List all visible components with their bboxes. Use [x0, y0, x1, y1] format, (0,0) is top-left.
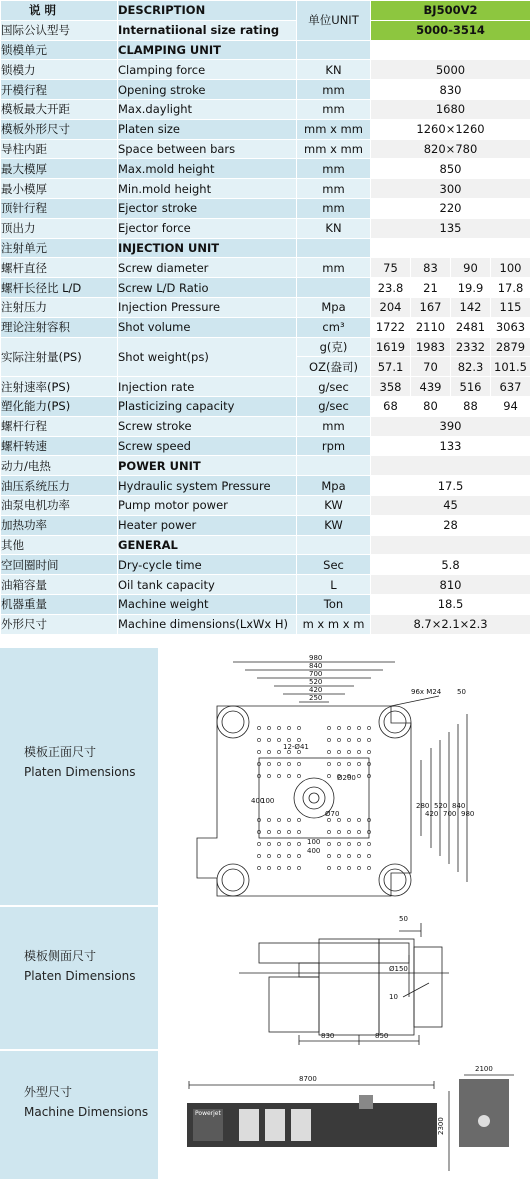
- spec-cn: 油箱容量: [1, 575, 118, 595]
- platen-side-panel: [0, 907, 530, 1049]
- spec-row: [1, 139, 530, 159]
- spec-en: Dry-cycle time: [118, 555, 297, 575]
- spec-unit: KW: [297, 495, 371, 515]
- machine-svg: [159, 1051, 530, 1179]
- spec-unit: mm x mm: [297, 139, 371, 159]
- spec-value: 1619: [371, 337, 411, 357]
- spec-row: [1, 396, 530, 416]
- spec-row: [1, 119, 530, 139]
- spec-unit: KW: [297, 515, 371, 535]
- spec-value: 830: [371, 80, 530, 100]
- section-cn: 注射单元: [1, 238, 118, 258]
- spec-value: 2481: [451, 317, 491, 337]
- spec-en: Min.mold height: [118, 179, 297, 199]
- spec-value: 167: [411, 297, 451, 317]
- section-en: INJECTION UNIT: [118, 238, 297, 258]
- machine-en: Machine Dimensions: [24, 1105, 148, 1119]
- spec-cn: 锁模力: [1, 60, 118, 80]
- spec-en: Hydraulic system Pressure: [118, 476, 297, 496]
- spec-en: Platen size: [118, 119, 297, 139]
- dim-r-520: 520: [434, 802, 447, 810]
- machine-end-view: [459, 1079, 509, 1147]
- spec-cn: 塑化能力(PS): [1, 396, 118, 416]
- spec-unit: Ton: [297, 594, 371, 614]
- spec-value: 810: [371, 575, 530, 595]
- dim-100: 100: [307, 838, 320, 846]
- spec-value: 1260×1260: [371, 119, 530, 139]
- spec-unit: mm: [297, 80, 371, 100]
- spec-cn: 顶出力: [1, 218, 118, 238]
- spec-unit: mm: [297, 99, 371, 119]
- spec-cn: 空回圈时间: [1, 555, 118, 575]
- platen-front-label: [0, 648, 158, 905]
- bolt-label: 96x M24: [411, 688, 442, 696]
- spec-value: 358: [371, 377, 411, 397]
- header-row: [1, 1, 530, 21]
- hole-label: 12-Ø41: [283, 743, 309, 751]
- spec-row: [1, 416, 530, 436]
- spec-value: 21: [411, 278, 451, 298]
- spec-en: Space between bars: [118, 139, 297, 159]
- spec-cn: 模板外形尺寸: [1, 119, 118, 139]
- size-cn: 国际公认型号: [1, 20, 118, 40]
- platen-side-label: [0, 907, 158, 1049]
- spec-cn: 注射速率(PS): [1, 377, 118, 397]
- machine-panel: [0, 1051, 530, 1179]
- spec-value: 516: [451, 377, 491, 397]
- spec-value: 850: [371, 159, 530, 179]
- spec-value: 8.7×2.1×2.3: [371, 614, 530, 634]
- platen-front-svg: [159, 648, 530, 905]
- dim-width: 2100: [475, 1065, 493, 1073]
- spec-value: 135: [371, 218, 530, 238]
- spec-value: 45: [371, 495, 530, 515]
- dim-400v: 400: [251, 797, 264, 805]
- shot-weight-row: [1, 337, 530, 357]
- dim-r-840: 840: [452, 802, 465, 810]
- spec-value: 17.8: [491, 278, 530, 298]
- spec-en: Machine dimensions(LxWx H): [118, 614, 297, 634]
- spec-value: 94: [491, 396, 530, 416]
- section-en: CLAMPING UNIT: [118, 40, 297, 60]
- spec-en: Plasticizing capacity: [118, 396, 297, 416]
- spec-value: 23.8: [371, 278, 411, 298]
- spec-value: 2110: [411, 317, 451, 337]
- spec-en: Ejector force: [118, 218, 297, 238]
- spec-unit: KN: [297, 60, 371, 80]
- spec-row: [1, 179, 530, 199]
- spec-cn: 注射压力: [1, 297, 118, 317]
- section-en: GENERAL: [118, 535, 297, 555]
- spec-cn: 顶针行程: [1, 198, 118, 218]
- spec-cn: 开模行程: [1, 80, 118, 100]
- side-dim-50: 50: [399, 915, 408, 923]
- spec-cn: 外形尺寸: [1, 614, 118, 634]
- spec-unit: Mpa: [297, 476, 371, 496]
- spec-value: 88: [451, 396, 491, 416]
- spec-en: Oil tank capacity: [118, 575, 297, 595]
- spec-cn: 理论注射容积: [1, 317, 118, 337]
- spec-en: Machine weight: [118, 594, 297, 614]
- spec-row: [1, 99, 530, 119]
- spec-row: [1, 198, 530, 218]
- spec-row: [1, 436, 530, 456]
- spec-value: 390: [371, 416, 530, 436]
- dim-r-280: 280: [416, 802, 429, 810]
- platen-front-en: Platen Dimensions: [24, 765, 135, 779]
- spec-row: [1, 258, 530, 278]
- machine-label: [0, 1051, 158, 1179]
- spec-value: 5.8: [371, 555, 530, 575]
- spec-unit: mm: [297, 198, 371, 218]
- platen-side-svg: [159, 907, 530, 1049]
- spec-en: Screw stroke: [118, 416, 297, 436]
- spec-unit: KN: [297, 218, 371, 238]
- spec-unit: mm: [297, 258, 371, 278]
- spec-row: [1, 317, 530, 337]
- dim-length: 8700: [299, 1075, 317, 1083]
- spec-value: 90: [451, 258, 491, 278]
- section-cn: 动力/电热: [1, 456, 118, 476]
- platen-side-en: Platen Dimensions: [24, 969, 135, 983]
- spec-value: 57.1: [371, 357, 411, 377]
- spec-row: [1, 476, 530, 496]
- spec-row: [1, 80, 530, 100]
- platen-side-cn: 模板侧面尺寸: [24, 947, 96, 964]
- spec-unit: Sec: [297, 555, 371, 575]
- spec-en: Heater power: [118, 515, 297, 535]
- dim-r-420: 420: [425, 810, 438, 818]
- section-unit: [297, 535, 371, 555]
- spec-cn: 油泵电机功率: [1, 495, 118, 515]
- dim-840: 840: [309, 662, 322, 670]
- spec-row: [1, 60, 530, 80]
- spec-cn: 螺杆长径比 L/D: [1, 278, 118, 298]
- spec-row: [1, 159, 530, 179]
- spec-value: 28: [371, 515, 530, 535]
- dim-250: 250: [309, 694, 322, 702]
- spec-value: 80: [411, 396, 451, 416]
- spec-cn: 机器重量: [1, 594, 118, 614]
- side-dim-10: 10: [389, 993, 398, 1001]
- spec-unit: cm³: [297, 317, 371, 337]
- section-row-power: [1, 456, 530, 476]
- header-cn: 说 明: [1, 1, 118, 21]
- dim-400: 400: [307, 847, 320, 855]
- spec-row: [1, 218, 530, 238]
- spec-en: Screw speed: [118, 436, 297, 456]
- spec-value: 220: [371, 198, 530, 218]
- platen-side-drawing: [159, 907, 530, 1049]
- dim-980: 980: [309, 654, 322, 662]
- machine-body: [187, 1103, 437, 1147]
- spec-row: [1, 594, 530, 614]
- spec-cn: 螺杆直径: [1, 258, 118, 278]
- spec-en: Max.daylight: [118, 99, 297, 119]
- spec-value: 100: [491, 258, 530, 278]
- section-row-injection: [1, 238, 530, 258]
- spec-value: 75: [371, 258, 411, 278]
- spec-cn: 实际注射量(PS): [1, 337, 118, 377]
- spec-value: 115: [491, 297, 530, 317]
- section-en: POWER UNIT: [118, 456, 297, 476]
- spec-value: 101.5: [491, 357, 530, 377]
- spec-value: 5000: [371, 60, 530, 80]
- spec-unit: rpm: [297, 436, 371, 456]
- spec-value: 2879: [491, 337, 530, 357]
- spec-unit: g(克): [297, 337, 371, 357]
- spec-row: [1, 515, 530, 535]
- spec-en: Max.mold height: [118, 159, 297, 179]
- side-dim-150: Ø150: [389, 965, 408, 973]
- spec-row: [1, 614, 530, 634]
- spec-en: Injection Pressure: [118, 297, 297, 317]
- header-unit: 单位UNIT: [297, 1, 371, 41]
- dim-height: 2300: [437, 1117, 445, 1135]
- spec-unit: Mpa: [297, 297, 371, 317]
- spec-en: Clamping force: [118, 60, 297, 80]
- section-unit: [297, 238, 371, 258]
- spec-value: 637: [491, 377, 530, 397]
- spec-value: 70: [411, 357, 451, 377]
- bolt-depth: 50: [457, 688, 466, 696]
- section-cn: 锁模单元: [1, 40, 118, 60]
- dim-700: 700: [309, 670, 322, 678]
- spec-cn: 最大模厚: [1, 159, 118, 179]
- section-row-general: [1, 535, 530, 555]
- spec-row: [1, 555, 530, 575]
- circle-a-label: Ø200: [337, 774, 356, 782]
- spec-value: 133: [371, 436, 530, 456]
- spec-unit: mm: [297, 159, 371, 179]
- spec-cn: 导柱内距: [1, 139, 118, 159]
- dim-r-980: 980: [461, 810, 474, 818]
- spec-value: 1680: [371, 99, 530, 119]
- spec-row: [1, 575, 530, 595]
- size-row: [1, 20, 530, 40]
- spec-unit: [297, 278, 371, 298]
- model-size: 5000-3514: [371, 20, 530, 40]
- spec-value: 300: [371, 179, 530, 199]
- spec-en: Shot volume: [118, 317, 297, 337]
- dim-r-700: 700: [443, 810, 456, 818]
- spec-cn: 螺杆转速: [1, 436, 118, 456]
- brand-label: Powerjet: [195, 1110, 221, 1117]
- spec-unit: OZ(盎司): [297, 357, 371, 377]
- spec-en: Injection rate: [118, 377, 297, 397]
- spec-cn: 螺杆行程: [1, 416, 118, 436]
- machine-cn: 外型尺寸: [24, 1083, 72, 1100]
- spec-en: Opening stroke: [118, 80, 297, 100]
- spec-row: [1, 377, 530, 397]
- spec-value: 18.5: [371, 594, 530, 614]
- spec-unit: L: [297, 575, 371, 595]
- spec-value: 820×780: [371, 139, 530, 159]
- spec-value: 2332: [451, 337, 491, 357]
- dim-100v: 100: [261, 797, 274, 805]
- spec-en: Shot weight(ps): [118, 337, 297, 377]
- platen-front-drawing: [159, 648, 530, 905]
- spec-row: [1, 495, 530, 515]
- spec-cn: 最小模厚: [1, 179, 118, 199]
- section-row-clamping: [1, 40, 530, 60]
- spec-value: 3063: [491, 317, 530, 337]
- spec-value: 1983: [411, 337, 451, 357]
- platen-front-cn: 模板正面尺寸: [24, 743, 96, 760]
- spec-en: Screw diameter: [118, 258, 297, 278]
- spec-value: 19.9: [451, 278, 491, 298]
- spec-value: 142: [451, 297, 491, 317]
- spec-unit: m x m x m: [297, 614, 371, 634]
- machine-drawing: [159, 1051, 530, 1179]
- dim-420: 420: [309, 686, 322, 694]
- section-value: [371, 535, 530, 555]
- model-name: BJ500V2: [371, 1, 530, 21]
- spec-unit: mm x mm: [297, 119, 371, 139]
- spec-value: 68: [371, 396, 411, 416]
- spec-row: [1, 278, 530, 298]
- header-en: DESCRIPTION: [118, 1, 297, 21]
- spec-value: 204: [371, 297, 411, 317]
- spec-unit: g/sec: [297, 396, 371, 416]
- spec-unit: mm: [297, 416, 371, 436]
- spec-value: 83: [411, 258, 451, 278]
- spec-cn: 油压系统压力: [1, 476, 118, 496]
- spec-value: 17.5: [371, 476, 530, 496]
- spec-en: Screw L/D Ratio: [118, 278, 297, 298]
- spec-value: 82.3: [451, 357, 491, 377]
- side-dim-830: 830: [321, 1032, 334, 1040]
- spec-unit: g/sec: [297, 377, 371, 397]
- circle-b-label: Ø70: [325, 810, 339, 818]
- section-value: [371, 40, 530, 60]
- spec-cn: 加热功率: [1, 515, 118, 535]
- section-value: [371, 238, 530, 258]
- dim-520: 520: [309, 678, 322, 686]
- side-dim-850: 850: [375, 1032, 388, 1040]
- spec-en: Pump motor power: [118, 495, 297, 515]
- platen-front-panel: [0, 648, 530, 905]
- section-unit: [297, 40, 371, 60]
- spec-value: 439: [411, 377, 451, 397]
- spec-value: 1722: [371, 317, 411, 337]
- section-cn: 其他: [1, 535, 118, 555]
- spec-row: [1, 297, 530, 317]
- spec-cn: 模板最大开距: [1, 99, 118, 119]
- section-unit: [297, 456, 371, 476]
- size-en: Internatiional size rating: [118, 20, 297, 40]
- section-value: [371, 456, 530, 476]
- spec-unit: mm: [297, 179, 371, 199]
- spec-en: Ejector stroke: [118, 198, 297, 218]
